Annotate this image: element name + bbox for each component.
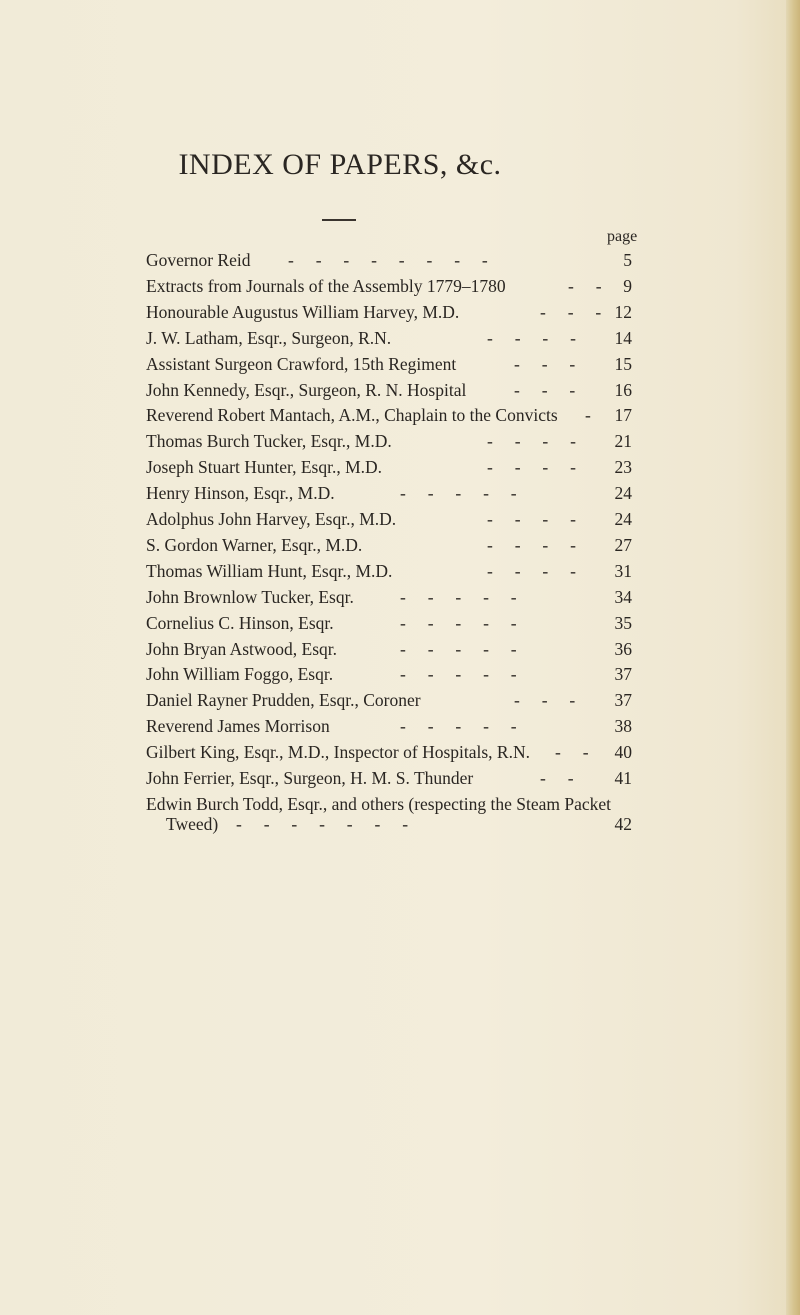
index-entry: [0, 377, 800, 403]
entry-page-number: 36: [614, 638, 632, 659]
entry-name: Reverend Robert Mantach, A.M., Chaplain to the Convicts: [146, 405, 558, 426]
leader-dashes: - - - -: [487, 509, 576, 529]
index-entry: [0, 687, 800, 713]
entry-name: Thomas Burch Tucker, Esqr., M.D.: [146, 431, 392, 452]
entry-name: John Kennedy, Esqr., Surgeon, R. N. Hospital: [146, 379, 467, 400]
index-entry: [0, 480, 800, 506]
index-entry: [0, 428, 800, 454]
leader-dashes: - - - -: [487, 457, 576, 478]
entry-page-number: 24: [614, 483, 632, 504]
index-entry: [0, 454, 800, 480]
index-entry: [0, 325, 800, 351]
entry-name: Edwin Burch Todd, Esqr., and others (respecting the Steam Packet: [146, 793, 612, 814]
entry-page-number: 31: [614, 560, 632, 581]
leader-dashes: - - - -: [487, 431, 576, 452]
entry-page-number: 27: [614, 534, 632, 555]
leader-dashes: - -: [568, 275, 602, 296]
index-entry: [0, 558, 800, 584]
entry-page-number: 35: [614, 612, 632, 633]
leader-dashes: - - -: [514, 353, 576, 374]
entry-name: John Ferrier, Esqr., Surgeon, H. M. S. Thunder: [146, 768, 474, 788]
entry-page-number: 16: [614, 379, 632, 400]
leader-dashes: - - - -: [487, 560, 576, 581]
entry-name: Extracts from Journals of the Assembly 1779–1780: [146, 275, 506, 296]
entry-page-number: 42: [614, 813, 632, 834]
entry-name: Cornelius C. Hinson, Esqr.: [146, 612, 334, 633]
index-entry: [0, 351, 800, 377]
entry-page-number: 15: [614, 353, 632, 374]
index-entry: [0, 610, 800, 636]
index-entry: [0, 402, 800, 428]
entry-page-number: 37: [614, 690, 632, 711]
page-column-heading: page: [607, 228, 638, 245]
leader-dashes: - - - - -: [400, 664, 517, 685]
leader-dashes: - - - - -: [400, 612, 517, 633]
index-entry: [0, 506, 800, 532]
index-entry: [0, 532, 800, 558]
entry-page-number: 34: [614, 586, 632, 607]
entry-page-number: 12: [614, 301, 632, 322]
entry-page-number: 38: [614, 716, 632, 737]
index-entry: [0, 273, 800, 299]
entry-page-number: 17: [614, 405, 632, 426]
leader-dashes: - - - - -: [400, 716, 517, 737]
leader-dashes: - - -: [514, 690, 576, 711]
leader-dashes: - - - -: [487, 327, 576, 348]
index-entry: [0, 584, 800, 610]
entry-name: Henry Hinson, Esqr., M.D.: [146, 483, 335, 504]
entry-name: Daniel Rayner Prudden, Esqr., Coroner: [146, 690, 421, 711]
leader-dashes: - - - -: [487, 534, 576, 555]
entry-name: Gilbert King, Esqr., M.D., Inspector of Hospitals, R.N.: [146, 742, 530, 763]
entry-page-number: 24: [614, 509, 632, 529]
entry-page-number: 23: [614, 457, 632, 478]
entry-name: John Brownlow Tucker, Esqr.: [146, 586, 354, 607]
entry-page-number: 41: [614, 768, 632, 788]
entry-name: J. W. Latham, Esqr., Surgeon, R.N.: [146, 327, 392, 348]
entry-name: Reverend James Morrison: [146, 716, 330, 737]
leader-dashes: - - - - -: [400, 586, 517, 607]
leader-dashes: - - - - -: [400, 638, 517, 659]
entry-name-continuation: Tweed): [166, 813, 219, 834]
entry-page-number: 40: [614, 742, 632, 763]
leader-dashes: - - - - - - - -: [288, 250, 488, 270]
entry-name: John Bryan Astwood, Esqr.: [146, 638, 338, 659]
index-entry: [0, 765, 800, 791]
leader-dashes: - - - - -: [400, 483, 517, 504]
page-title: INDEX OF PAPERS, &c.: [178, 148, 502, 181]
entry-page-number: 21: [614, 431, 632, 452]
index-entry: [0, 661, 800, 687]
index-entry: [0, 247, 800, 273]
leader-dashes: - - - - - - -: [236, 813, 409, 834]
leader-dashes: -: [585, 405, 591, 426]
entry-page-number: 9: [623, 275, 632, 296]
entry-name: Thomas William Hunt, Esqr., M.D.: [146, 560, 393, 581]
entry-page-number: 14: [614, 327, 632, 348]
entry-name: Governor Reid: [146, 250, 251, 270]
leader-dashes: - - -: [514, 379, 576, 400]
entry-name: John William Foggo, Esqr.: [146, 664, 334, 685]
index-entry: [0, 739, 800, 765]
leader-dashes: - -: [540, 768, 574, 788]
leader-dashes: - -: [555, 742, 589, 763]
entry-name: S. Gordon Warner, Esqr., M.D.: [146, 534, 363, 555]
entry-name: Honourable Augustus William Harvey, M.D.: [146, 301, 460, 322]
entry-name: Adolphus John Harvey, Esqr., M.D.: [146, 509, 397, 529]
index-entry: [0, 636, 800, 662]
index-entry: [0, 713, 800, 739]
leader-dashes: - - -: [540, 301, 602, 322]
entry-page-number: 37: [614, 664, 632, 685]
index-entry: [0, 299, 800, 325]
entry-name: Joseph Stuart Hunter, Esqr., M.D.: [146, 457, 383, 478]
entry-name: Assistant Surgeon Crawford, 15th Regiment: [146, 353, 457, 374]
entry-page-number: 5: [623, 250, 632, 270]
index-entry: [0, 791, 800, 843]
